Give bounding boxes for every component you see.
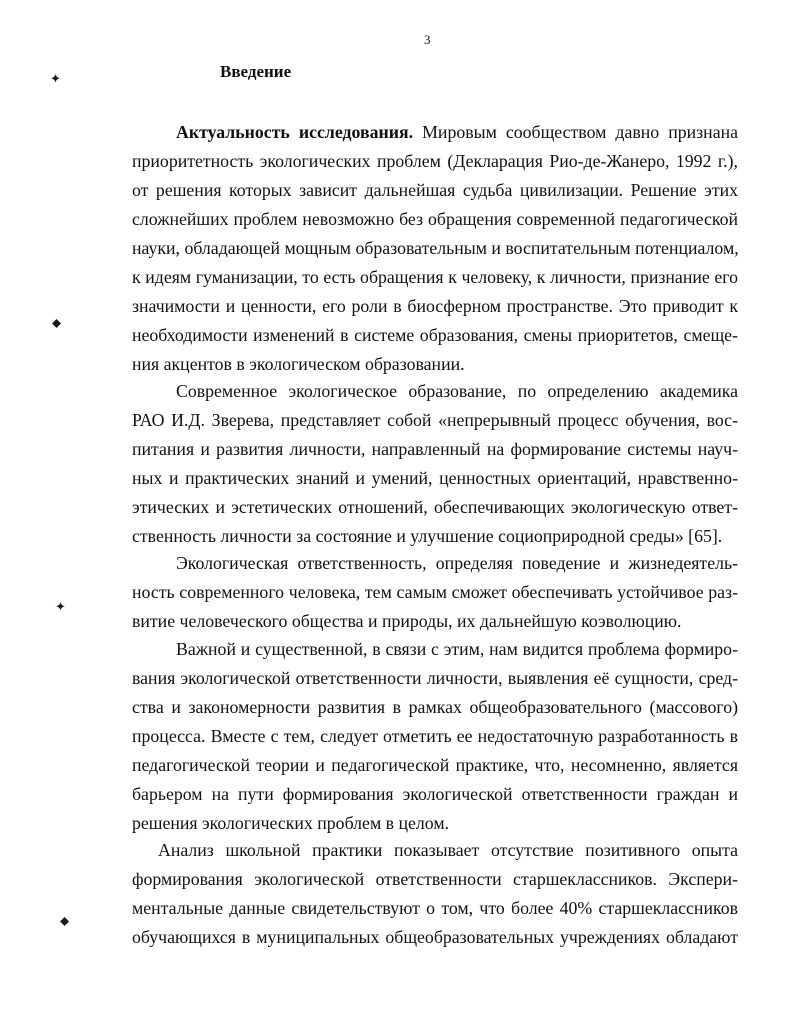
binding-mark-icon: ✦: [55, 599, 66, 614]
text-line: значимости и ценности, его роли в биосферном пространстве. Это приводит к: [132, 296, 738, 316]
text-line: процесса. Вместе с тем, следует отметить ее недостаточную разработанность в: [132, 726, 738, 746]
text-line: педагогической теории и педагогической практике, что, несомненно, является: [132, 755, 738, 775]
text-line: ства и закономерности развития в рамках общеобразовательного (массового): [132, 697, 738, 717]
binding-mark-icon: ⬥: [60, 913, 70, 928]
emphasis-term: Актуальность исследования.: [176, 122, 414, 142]
binding-mark-icon: ✦: [50, 71, 61, 86]
text-line: витие человеческого общества и природы, их дальнейшую коэволюцию.: [132, 611, 682, 631]
text-line: барьером на пути формирования экологической ответственности граждан и: [132, 784, 738, 804]
text-line: обучающихся в муниципальных общеобразовательных учреждениях обладают: [132, 927, 738, 947]
text-line: ния акцентов в экологическом образовании.: [132, 354, 465, 374]
text-line: необходимости изменений в системе образования, смены приоритетов, смеще-: [132, 325, 738, 345]
text-line: этических и эстетических отношений, обеспечивающих экологическую ответ-: [132, 497, 738, 517]
text-line: Экологическая ответственность, определяя поведение и жизнедеятель-: [176, 553, 738, 573]
text-line: питания и развития личности, направленный на формирование системы науч-: [132, 439, 738, 459]
text-line: Современное экологическое образование, по определению академика: [176, 381, 738, 401]
text-line: ментальные данные свидетельствуют о том, что более 40% старшеклассников: [132, 898, 738, 918]
text-line: Анализ школьной практики показывает отсутствие позитивного опыта: [158, 840, 738, 860]
text-line: Важной и существенной, в связи с этим, нам видится проблема формиро-: [176, 639, 738, 659]
text-line: к идеям гуманизации, то есть обращения к человеку, к личности, признание его: [132, 267, 738, 287]
text-line: приоритетность экологических проблем (Декларация Рио-де-Жанеро, 1992 г.),: [132, 151, 738, 171]
text-line: ность современного человека, тем самым сможет обеспечивать устойчивое раз-: [132, 582, 738, 602]
text-line: ственность личности за состояние и улучшение социоприродной среды» [65].: [132, 526, 723, 546]
text-line: от решения которых зависит дальнейшая судьба цивилизации. Решение этих: [132, 180, 738, 200]
text-line: Актуальность исследования. Мировым сообществом давно признана: [176, 122, 738, 142]
text-line: вания экологической ответственности личности, выявления её сущности, сред-: [132, 668, 738, 688]
text-line: сложнейших проблем невозможно без обращения современной педагогической: [132, 209, 738, 229]
text-line: науки, обладающей мощным образовательным и воспитательным потенциалом,: [132, 238, 739, 258]
section-heading: Введение: [220, 62, 292, 81]
text-line: ных и практических знаний и умений, ценностных ориентаций, нравственно-: [132, 468, 738, 488]
text-line: решения экологических проблем в целом.: [132, 813, 450, 833]
text-line: РАО И.Д. Зверева, представляет собой «непрерывный процесс обучения, вос-: [132, 410, 738, 430]
binding-mark-icon: ⬥: [52, 315, 62, 330]
page-number: 3: [424, 32, 431, 47]
text-line: формирования экологической ответственности старшеклассников. Экспери-: [132, 869, 738, 889]
